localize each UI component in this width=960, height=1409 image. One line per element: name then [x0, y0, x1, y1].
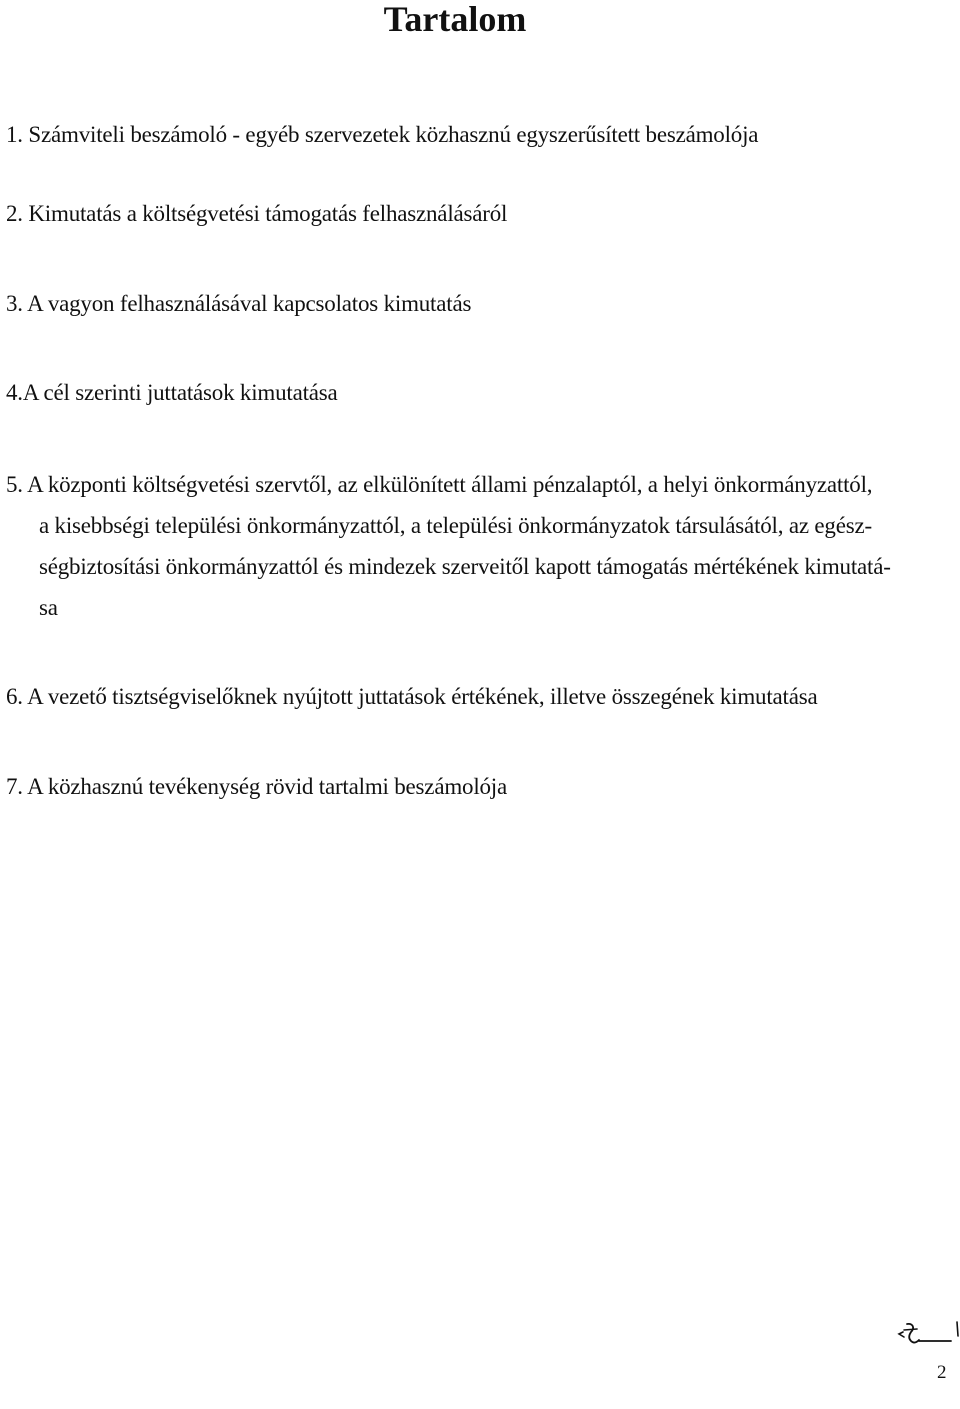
- toc-item-5-line: sa: [39, 595, 58, 620]
- page-title: Tartalom: [383, 0, 527, 39]
- toc-item-3: 3. A vagyon felhasználásával kapcsolatos kimutatás: [6, 291, 472, 316]
- toc-item-6: 6. A vezető tisztségviselőknek nyújtott juttatások értékének, illetve összegének kimutatása: [6, 684, 818, 709]
- toc-item-5-line: 5. A központi költségvetési szervtől, az elkülönített állami pénzalaptól, a helyi önkormányzattól,: [6, 472, 873, 497]
- toc-item-7: 7. A közhasznú tevékenység rövid tartalmi beszámolója: [6, 774, 508, 799]
- toc-item-2: 2. Kimutatás a költségvetési támogatás felhasználásáról: [6, 201, 508, 226]
- toc-item-5-line: ségbiztosítási önkormányzattól és mindezek szerveitől kapott támogatás mértékének kimutatá-: [39, 554, 891, 579]
- page-number: 2: [937, 1362, 947, 1383]
- toc-item-4: 4.A cél szerinti juttatások kimutatása: [6, 380, 338, 405]
- toc-item-1: 1. Számviteli beszámoló - egyéb szervezetek közhasznú egyszerűsített beszámolója: [6, 122, 759, 147]
- handwritten-signature: [895, 1310, 960, 1350]
- toc-item-5: [6, 464, 941, 628]
- toc-item-5-line: a kisebbségi települési önkormányzattól, a települési önkormányzatok társulásától, az egész-: [39, 513, 872, 538]
